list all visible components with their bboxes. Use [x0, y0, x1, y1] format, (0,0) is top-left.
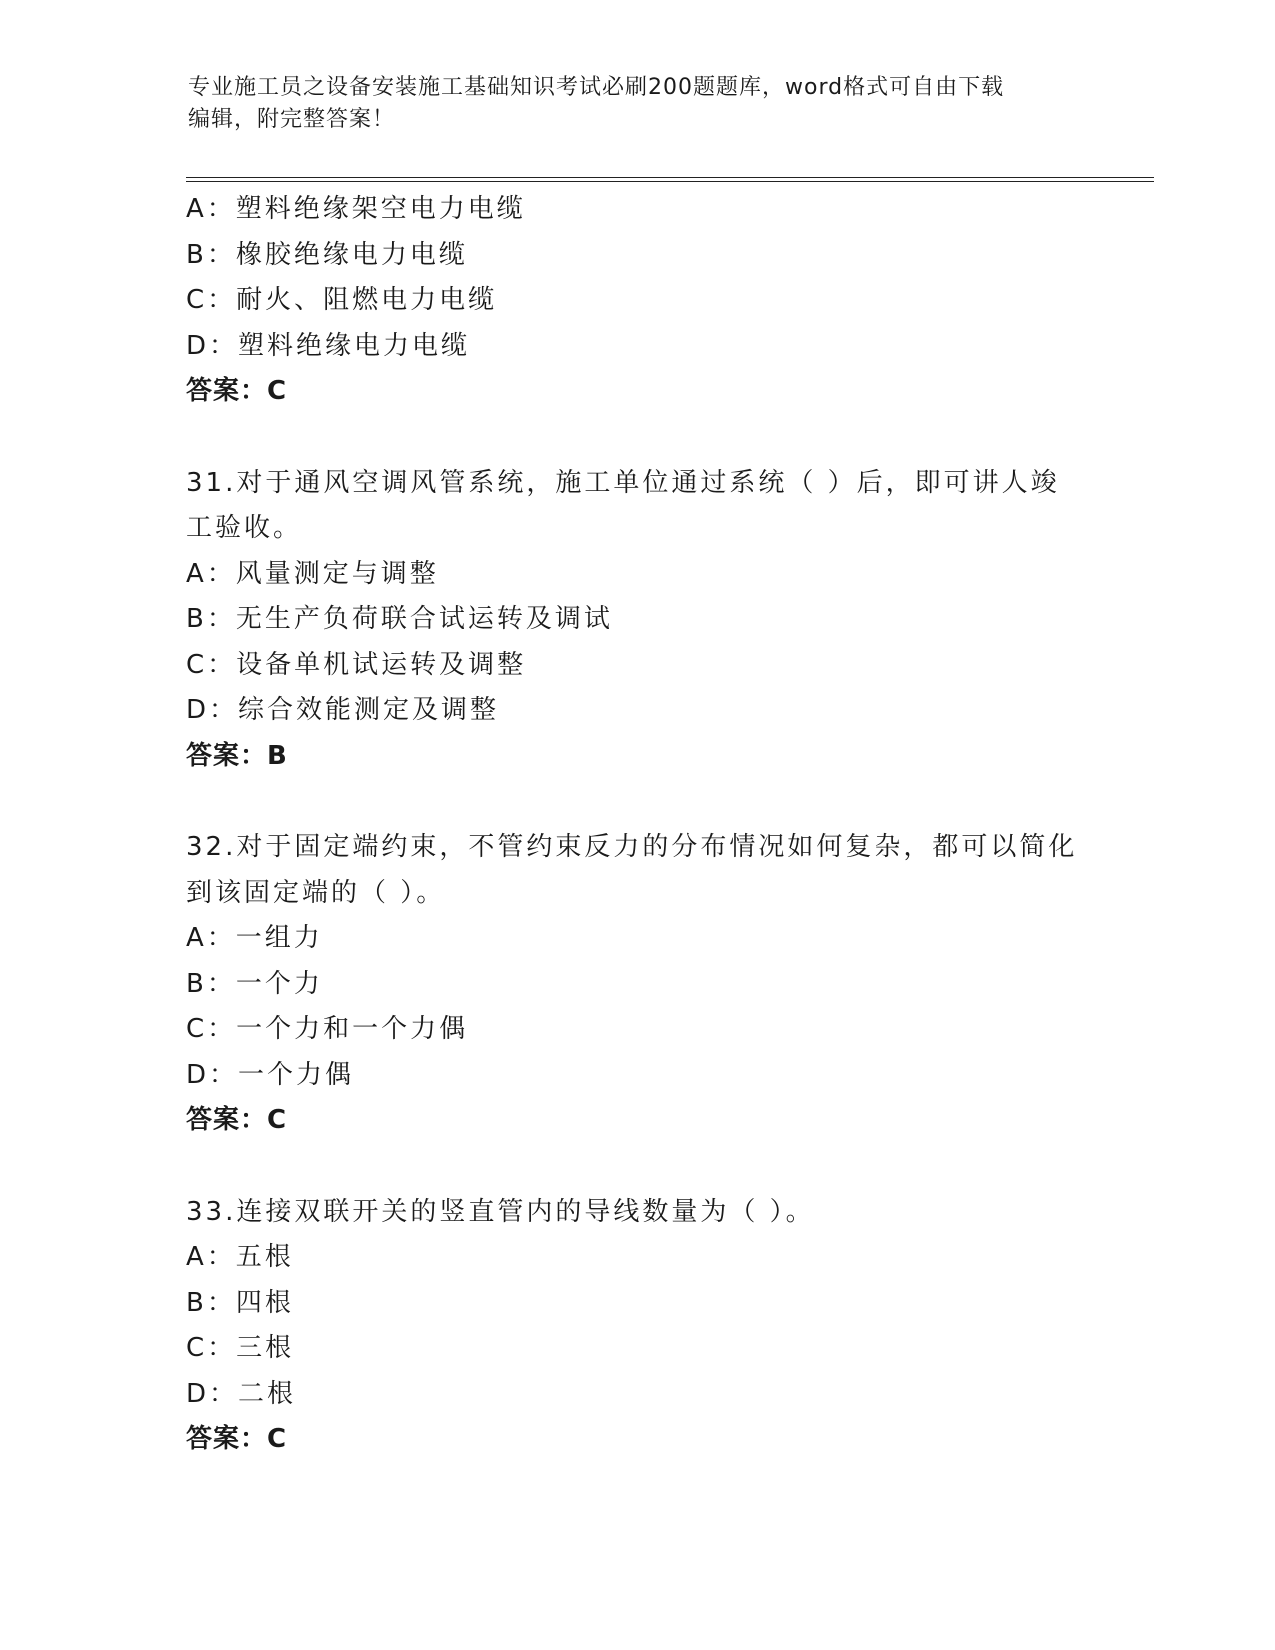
header-double-rule: [186, 177, 1154, 182]
option-b: B：橡胶绝缘电力电缆: [186, 239, 468, 270]
option-b: B：一个力: [186, 968, 323, 999]
option-c: C：三根: [186, 1333, 295, 1363]
answer: 答案：C: [186, 376, 288, 406]
question-list: [186, 187, 1086, 1463]
question-stem: 31.对于通风空调风管系统，施工单位通过系统（ ）后，即可讲人竣: [186, 467, 1060, 498]
option-a: A：一组力: [186, 923, 323, 953]
document-header: [188, 72, 1068, 136]
answer: 答案：C: [186, 1424, 288, 1454]
option-c: C：耐火、阻燃电力电缆: [186, 285, 498, 315]
option-a: A：风量测定与调整: [186, 558, 439, 589]
question-stem: 33.连接双联开关的竖直管内的导线数量为（ ）。: [186, 1196, 815, 1227]
option-d: D：二根: [186, 1378, 297, 1409]
option-a: A：塑料绝缘架空电力电缆: [186, 194, 526, 224]
answer: 答案：C: [186, 1105, 288, 1135]
header-title-line-2: 编辑，附完整答案！: [188, 107, 396, 132]
question-33: [186, 1190, 1086, 1463]
question-stem-continued: 到该固定端的（ ）。: [186, 877, 446, 908]
header-title-line-1: 专业施工员之设备安装施工基础知识考试必刷200题题库，word格式可自由下载: [188, 75, 1005, 100]
question-stem-continued: 工验收。: [186, 513, 303, 543]
option-a: A：五根: [186, 1242, 294, 1272]
option-d: D：一个力偶: [186, 1059, 355, 1090]
answer: 答案：B: [186, 740, 288, 771]
option-d: D：塑料绝缘电力电缆: [186, 330, 471, 361]
option-d: D：综合效能测定及调整: [186, 695, 500, 725]
option-b: B：无生产负荷联合试运转及调试: [186, 604, 613, 634]
question-30: [186, 187, 1086, 415]
option-c: C：设备单机试运转及调整: [186, 649, 527, 680]
option-c: C：一个力和一个力偶: [186, 1014, 469, 1044]
question-stem: 32.对于固定端约束，不管约束反力的分布情况如何复杂，都可以简化: [186, 832, 1078, 862]
option-b: B：四根: [186, 1287, 294, 1318]
question-31: [186, 461, 1086, 780]
question-32: [186, 825, 1086, 1144]
